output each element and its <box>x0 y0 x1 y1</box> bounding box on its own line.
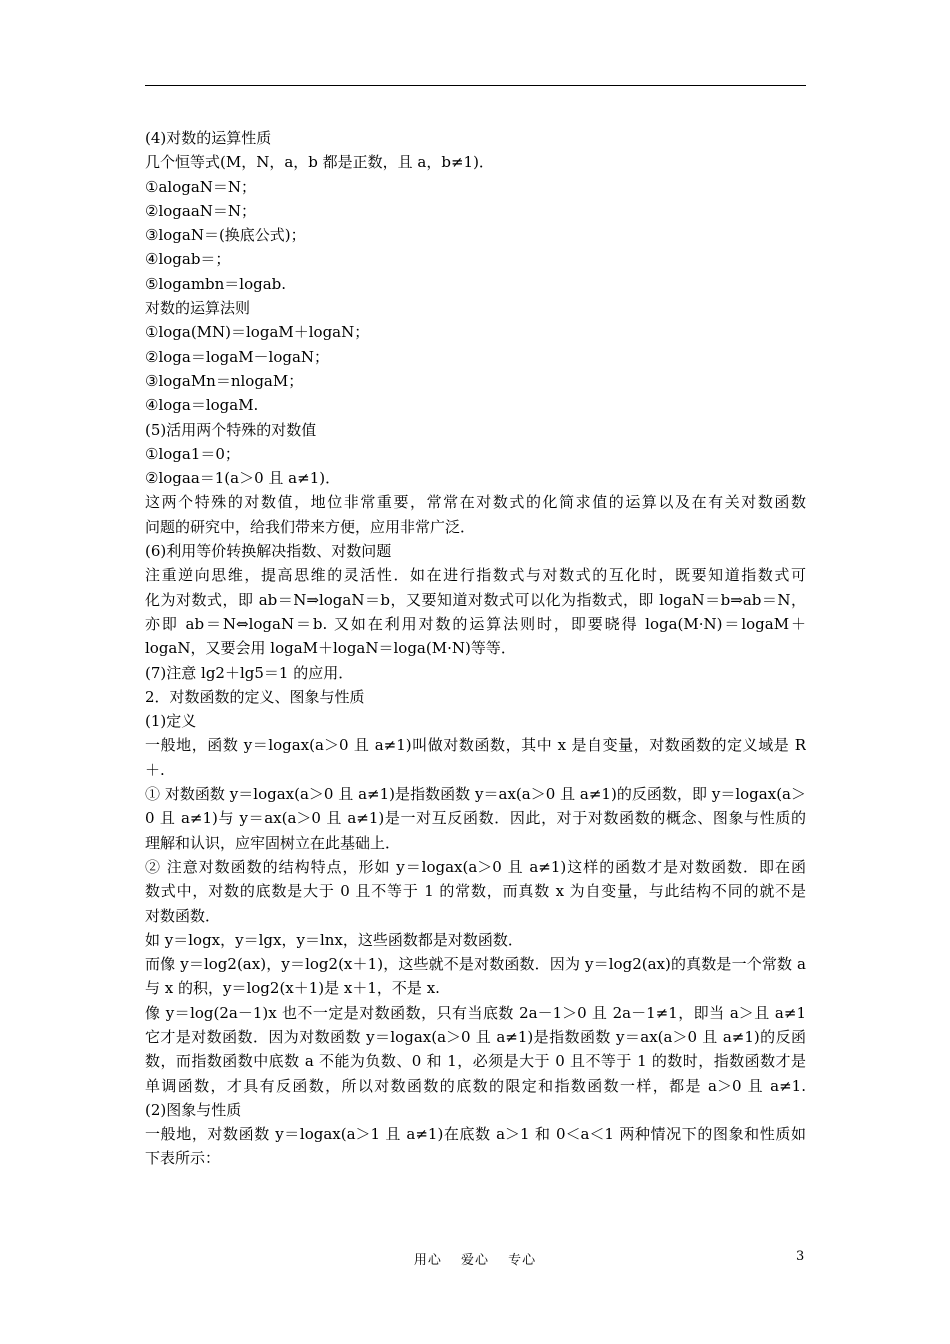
text-line: 一般地，函数 y＝logax(a＞0 且 a≠1)叫做对数函数，其中 x 是自变量，对数函数的定义域是 R <box>145 736 806 755</box>
footer-motto-2: 爱心 <box>460 1253 489 1268</box>
text-line: 如 y＝logx，y＝lgx，y＝lnx，这些函数都是对数函数． <box>145 930 523 949</box>
text-line: ① 对数函数 y＝logax(a＞0 且 a≠1)是指数函数 y＝ax(a＞0 且 a≠1)的反函数，即 y＝logax(a＞ <box>145 785 806 804</box>
text-line: (1)定义 <box>145 712 197 731</box>
header-rule <box>145 85 806 86</box>
footer-motto <box>0 1249 950 1268</box>
text-line: 这两个特殊的对数值，地位非常重要，常常在对数式的化简求值的运算以及在有关对数函数 <box>145 493 806 512</box>
text-line: ④loga＝logaM. <box>145 396 259 415</box>
footer-motto-3: 专心 <box>508 1253 537 1268</box>
text-line: ② 注意对数函数的结构特点，形如 y＝logax(a＞0 且 a≠1)这样的函数才是对数函数．即在函 <box>145 857 806 876</box>
text-line: (2)图象与性质 <box>145 1100 242 1119</box>
text-line: ①loga1＝0； <box>145 444 240 463</box>
text-line: 与 x 的积，y＝log2(x＋1)是 x＋1，不是 x. <box>145 979 440 998</box>
text-line: ②loga＝logaM－logaN； <box>145 347 330 366</box>
text-line: (5)活用两个特殊的对数值 <box>145 420 317 439</box>
text-line: 亦即 ab＝N⇔logaN＝b. 又如在利用对数的运算法则时，即要晓得 loga(M·N)＝logaM＋ <box>145 614 806 633</box>
text-line: ①loga(MN)＝logaM＋logaN； <box>145 323 370 342</box>
text-line: (7)注意 lg2＋lg5＝1 的应用． <box>145 663 354 682</box>
text-line: ③logaN＝(换底公式)； <box>145 226 306 245</box>
text-line: (6)利用等价转换解决指数、对数问题 <box>145 542 392 561</box>
text-line: 下表所示： <box>145 1149 221 1168</box>
text-line: ②logaaN＝N； <box>145 201 257 220</box>
text-line: ＋. <box>145 760 165 779</box>
text-line: 化为对数式，即 ab＝N⇒logaN＝b，又要知道对数式可以化为指数式，即 logaN＝b⇒ab＝N， <box>145 590 806 609</box>
document-body <box>145 126 806 1171</box>
footer-motto-1: 用心 <box>413 1253 442 1268</box>
text-line: ③logaMn＝nlogaM； <box>145 371 304 390</box>
text-line: 几个恒等式(M，N，a，b 都是正数，且 a，b≠1)． <box>145 153 494 172</box>
text-line: logaN，又要会用 logaM＋logaN＝loga(M·N)等等． <box>145 639 516 658</box>
text-line: 对数函数． <box>145 906 221 925</box>
text-line: ②logaa＝1(a＞0 且 a≠1)． <box>145 469 341 488</box>
text-line: 理解和认识，应牢固树立在此基础上． <box>145 833 401 852</box>
text-line: (4)对数的运算性质 <box>145 129 272 147</box>
text-line: ①alogaN＝N； <box>145 177 257 196</box>
text-line: 数，而指数函数中底数 a 不能为负数、0 和 1，必须是大于 0 且不等于 1 的数时，指数函数才是 <box>145 1052 806 1071</box>
text-line: 对数的运算法则 <box>145 299 251 318</box>
text-line: 注重逆向思维，提高思维的灵活性．如在进行指数式与对数式的互化时，既要知道指数式可 <box>145 566 806 585</box>
text-line: 数式中，对数的底数是大于 0 且不等于 1 的常数，而真数 x 为自变量，与此结构不同的就不是 <box>145 882 806 901</box>
text-line: ④logab＝； <box>145 250 231 269</box>
text-line: 它才是对数函数．因为对数函数 y＝logax(a＞0 且 a≠1)是指数函数 y＝ax(a＞0 且 a≠1)的反函 <box>145 1027 806 1046</box>
text-line: 问题的研究中，给我们带来方便，应用非常广泛． <box>145 517 476 536</box>
text-line: 像 y＝log(2a－1)x 也不一定是对数函数，只有当底数 2a－1＞0 且 2a－1≠1，即当 a＞且 a≠1 <box>145 1003 806 1022</box>
text-line: 一般地，对数函数 y＝logax(a＞1 且 a≠1)在底数 a＞1 和 0＜a＜1 两种情况下的图象和性质如 <box>145 1125 806 1144</box>
page-number: 3 <box>796 1249 805 1264</box>
text-line: 2．对数函数的定义、图象与性质 <box>145 687 365 706</box>
text-line: 0 且 a≠1)与 y＝ax(a＞0 且 a≠1)是一对互反函数．因此，对于对数函数的概念、图象与性质的 <box>145 809 806 828</box>
text-line: ⑤logambn＝logab. <box>145 274 287 293</box>
text-line: 而像 y＝log2(ax)，y＝log2(x＋1)，这些就不是对数函数．因为 y＝log2(ax)的真数是一个常数 a <box>145 955 806 974</box>
text-line: 单调函数，才具有反函数，所以对数函数的底数的限定和指数函数一样，都是 a＞0 且 a≠1. <box>145 1076 806 1095</box>
